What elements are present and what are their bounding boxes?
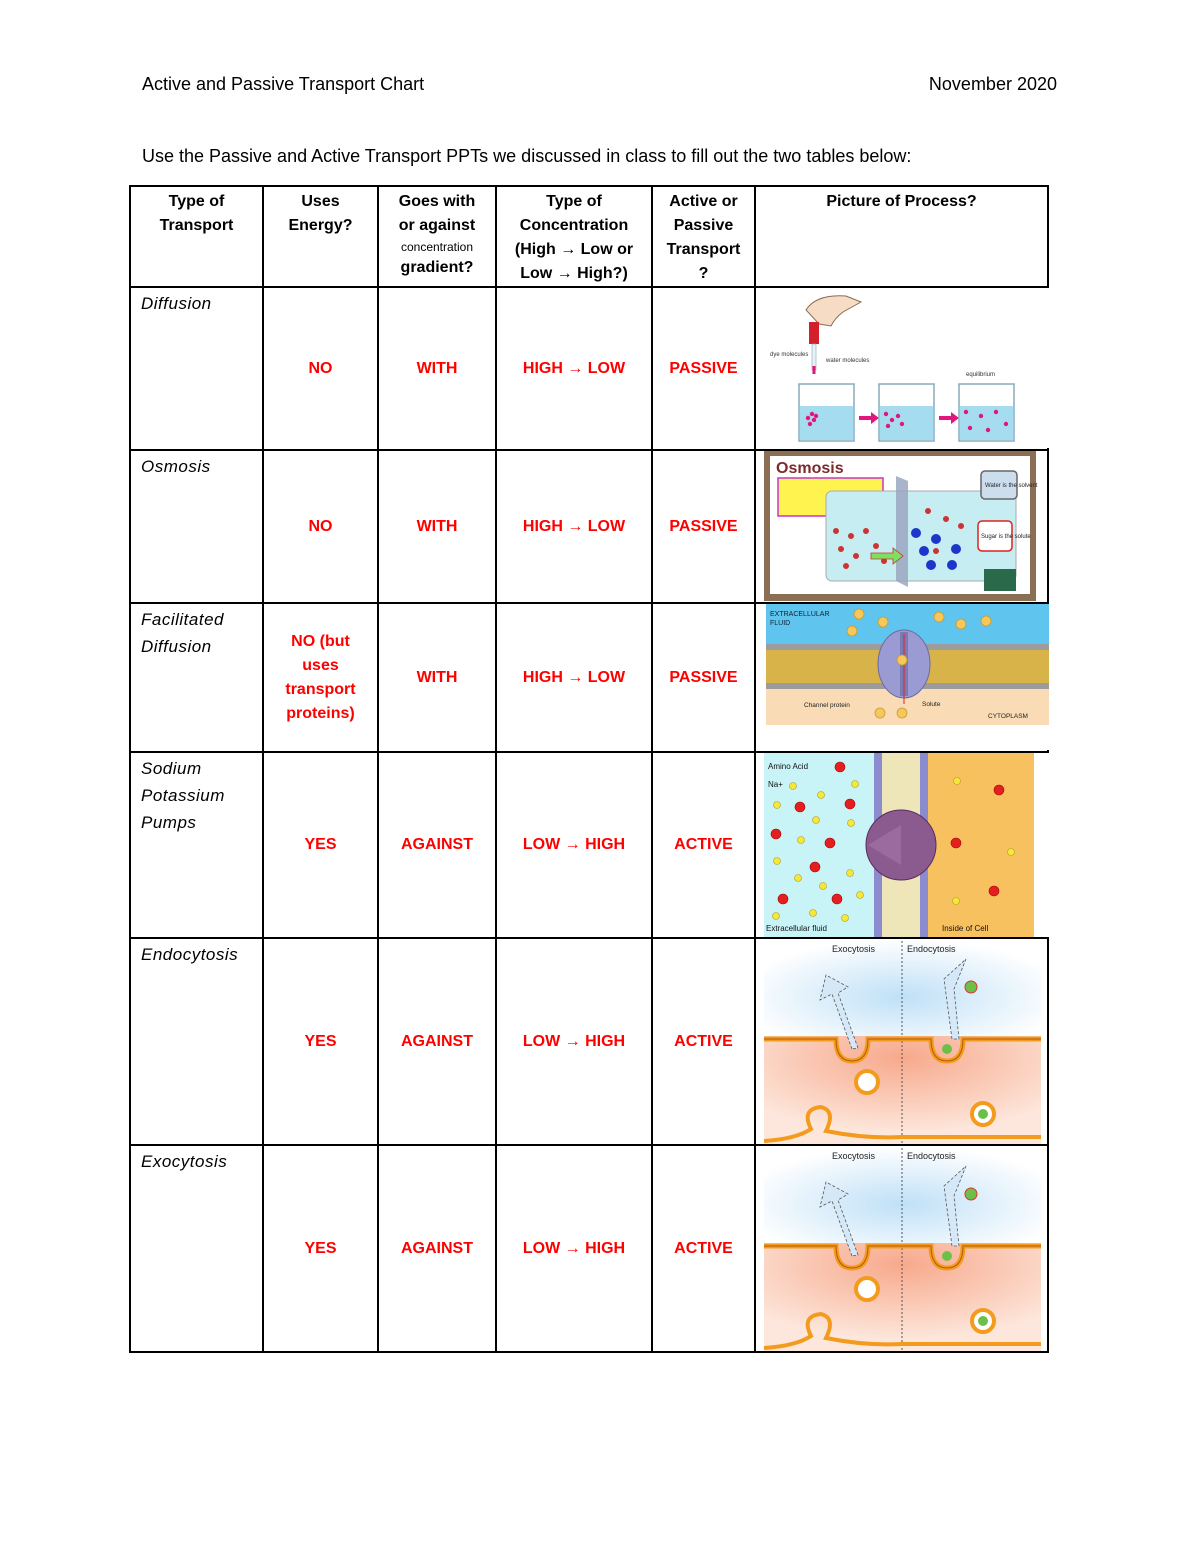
channel-protein-illustration — [756, 604, 1049, 750]
diffusion-picture — [755, 287, 1048, 450]
transport-type: Diffusion — [130, 287, 263, 450]
uses-energy: NO (but uses transport proteins) — [263, 603, 378, 752]
active-or-passive: PASSIVE — [652, 450, 755, 603]
active-or-passive: ACTIVE — [652, 752, 755, 938]
svg-text:dye molecules: dye molecules — [770, 352, 809, 358]
transport-type: Exocytosis — [130, 1145, 263, 1352]
svg-text:Channel protein: Channel protein — [804, 702, 850, 709]
concentration-type: LOW → HIGH — [496, 1145, 652, 1352]
document-date: November 2020 — [928, 74, 1057, 94]
exocytosis-endocytosis-illustration — [756, 1146, 1049, 1351]
diffusion-beakers-illustration — [756, 288, 1049, 448]
uses-energy: YES — [263, 938, 378, 1145]
column-header-gradient: Goes with or against concentration gradient? — [378, 186, 496, 287]
svg-text:Na+: Na+ — [768, 780, 783, 789]
table-row-exocytosis — [130, 1145, 1048, 1352]
svg-text:Solute: Solute — [922, 701, 941, 708]
table-header-row — [130, 186, 1048, 287]
svg-text:Osmosis: Osmosis — [776, 460, 844, 477]
osmosis-illustration — [756, 451, 1049, 601]
concentration-type: LOW → HIGH — [496, 938, 652, 1145]
table-row-endocytosis — [130, 938, 1048, 1145]
uses-energy: NO — [263, 450, 378, 603]
sodium-potassium-pump-picture — [755, 752, 1048, 938]
instructions: Use the Passive and Active Transport PPTs we discussed in class to fill out the two tables below: — [142, 146, 912, 166]
sodium-potassium-pump-illustration — [756, 753, 1049, 937]
active-or-passive: ACTIVE — [652, 938, 755, 1145]
uses-energy: YES — [263, 1145, 378, 1352]
table-row-sodium-potassium-pumps — [130, 752, 1048, 938]
svg-text:Extracellular fluid: Extracellular fluid — [766, 924, 827, 933]
concentration-type: HIGH → LOW — [496, 287, 652, 450]
transport-chart-table — [129, 185, 1049, 1353]
active-or-passive: PASSIVE — [652, 287, 755, 450]
uses-energy: YES — [263, 752, 378, 938]
transport-type: Endocytosis — [130, 938, 263, 1145]
uses-energy: NO — [263, 287, 378, 450]
svg-text:Endocytosis: Endocytosis — [907, 944, 956, 954]
column-header-concentration: Type of Concentration (High → Low or Low → High?) — [496, 186, 652, 287]
concentration-type: LOW → HIGH — [496, 752, 652, 938]
exocytosis-endocytosis-illustration — [756, 939, 1049, 1144]
transport-type: Osmosis — [130, 450, 263, 603]
svg-text:Inside of Cell: Inside of Cell — [942, 924, 989, 933]
gradient-direction: AGAINST — [378, 1145, 496, 1352]
table-row-osmosis — [130, 450, 1048, 603]
svg-text:Exocytosis: Exocytosis — [832, 944, 876, 954]
gradient-direction: AGAINST — [378, 938, 496, 1145]
transport-type: Sodium Potassium Pumps — [130, 752, 263, 938]
active-or-passive: ACTIVE — [652, 1145, 755, 1352]
active-or-passive: PASSIVE — [652, 603, 755, 752]
gradient-direction: AGAINST — [378, 752, 496, 938]
concentration-type: HIGH → LOW — [496, 450, 652, 603]
column-header-picture: Picture of Process? — [755, 186, 1048, 287]
endocytosis-picture — [755, 938, 1048, 1145]
svg-text:Endocytosis: Endocytosis — [907, 1151, 956, 1161]
svg-text:Water is the solvent: Water is the solvent — [985, 483, 1038, 489]
svg-text:equilibrium: equilibrium — [966, 372, 996, 378]
document-title: Active and Passive Transport Chart — [142, 74, 425, 94]
svg-text:Exocytosis: Exocytosis — [832, 1151, 876, 1161]
svg-text:FLUID: FLUID — [770, 620, 791, 627]
facilitated-diffusion-picture — [755, 603, 1048, 752]
table-row-facilitated-diffusion — [130, 603, 1048, 752]
column-header-type: Type of Transport — [130, 186, 263, 287]
svg-text:Sugar is the solute: Sugar is the solute — [981, 534, 1031, 540]
column-header-energy: Uses Energy? — [263, 186, 378, 287]
table-row-diffusion — [130, 287, 1048, 450]
svg-text:water molecules: water molecules — [826, 358, 870, 364]
exocytosis-picture — [755, 1145, 1048, 1352]
osmosis-picture — [755, 450, 1048, 603]
svg-text:Amino Acid: Amino Acid — [768, 762, 809, 771]
column-header-active-passive: Active or Passive Transport ? — [652, 186, 755, 287]
gradient-direction: WITH — [378, 603, 496, 752]
transport-type: Facilitated Diffusion — [130, 603, 263, 752]
gradient-direction: WITH — [378, 287, 496, 450]
concentration-type: HIGH → LOW — [496, 603, 652, 752]
svg-text:CYTOPLASM: CYTOPLASM — [988, 713, 1028, 720]
svg-text:EXTRACELLULAR: EXTRACELLULAR — [770, 611, 830, 618]
gradient-direction: WITH — [378, 450, 496, 603]
